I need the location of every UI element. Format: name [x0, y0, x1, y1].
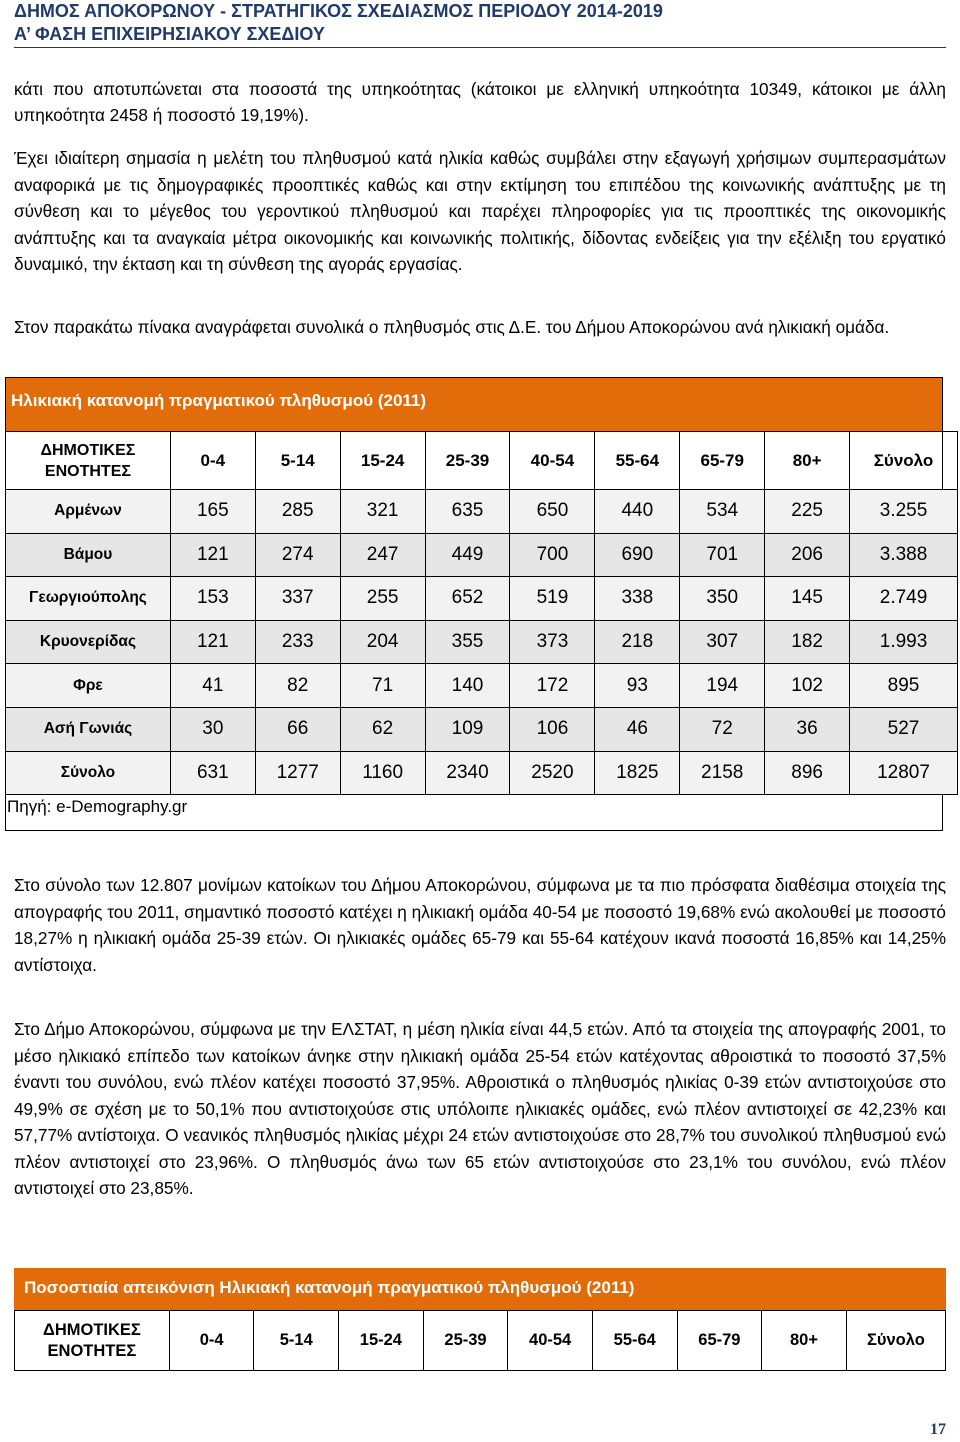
table1-source: Πηγή: e-Demography.gr: [7, 797, 188, 816]
header-title: ΔΗΜΟΣ ΑΠΟΚΟΡΩΝΟΥ - ΣΤΡΑΤΗΓΙΚΟΣ ΣΧΕΔΙΑΣΜΟΣ ΠΕΡΙΟΔΟΥ 2014-2019: [14, 1, 663, 21]
table1-cell: 36: [765, 707, 850, 751]
table1-cell: 896: [765, 751, 850, 795]
document-header: [14, 0, 946, 46]
table-row: [6, 577, 958, 621]
table1-header-label: ΔΗΜΟΤΙΚΕΣ ΕΝΟΤΗΤΕΣ: [6, 432, 171, 490]
table1-cell: 145: [765, 577, 850, 621]
table1-cell: 46: [595, 707, 680, 751]
table1-cell: 3.388: [850, 533, 958, 577]
table-row: [6, 751, 958, 795]
age-distribution-table: [5, 431, 958, 795]
table2-title: Ποσοστιαία απεικόνιση Ηλικιακή κατανομή πραγματικού πληθυσμού (2011): [14, 1268, 946, 1310]
table1-cell: 204: [340, 620, 425, 664]
table1-cell: 1.993: [850, 620, 958, 664]
table1-cell: 355: [425, 620, 510, 664]
header-divider: [14, 47, 946, 48]
table1-cell: 652: [425, 577, 510, 621]
table1-cell: 700: [510, 533, 595, 577]
table1-cell: 285: [255, 490, 340, 534]
table1-cell: 1160: [340, 751, 425, 795]
table1-cell: 102: [765, 664, 850, 708]
table1-col-header: 25-39: [425, 432, 510, 490]
table1-col-header: 40-54: [510, 432, 595, 490]
table1-cell: 121: [170, 533, 255, 577]
table1-cell: 247: [340, 533, 425, 577]
table2-col-header: 55-64: [592, 1311, 677, 1371]
table1-cell: 41: [170, 664, 255, 708]
page-number: 17: [930, 1421, 946, 1438]
table1-cell: 233: [255, 620, 340, 664]
table1-cell: 225: [765, 490, 850, 534]
table1-row-label: Βάμου: [6, 533, 171, 577]
table1-cell: 2340: [425, 751, 510, 795]
table1-cell: 3.255: [850, 490, 958, 534]
table1-cell: 255: [340, 577, 425, 621]
table2-col-header: Σύνολο: [846, 1311, 945, 1371]
table-row: [6, 664, 958, 708]
table1-cell: 519: [510, 577, 595, 621]
table1-cell: 106: [510, 707, 595, 751]
header-subtitle: Α’ ΦΑΣΗ ΕΠΙΧΕΙΡΗΣΙΑΚΟΥ ΣΧΕΔΙΟΥ: [14, 24, 325, 44]
table1-cell: 172: [510, 664, 595, 708]
table1-cell: 321: [340, 490, 425, 534]
table1-cell: 66: [255, 707, 340, 751]
table-row: [6, 620, 958, 664]
table2-col-header: 65-79: [677, 1311, 762, 1371]
table1-cell: 274: [255, 533, 340, 577]
table-row: [6, 533, 958, 577]
table1-cell: 109: [425, 707, 510, 751]
table2-col-header: 15-24: [339, 1311, 424, 1371]
table1-cell: 440: [595, 490, 680, 534]
table1-cell: 338: [595, 577, 680, 621]
table1-col-header: 80+: [765, 432, 850, 490]
table1-cell: 194: [680, 664, 765, 708]
table2-header-row: [15, 1311, 946, 1371]
table-row: [6, 490, 958, 534]
table1-col-header: 5-14: [255, 432, 340, 490]
paragraph-age-study: Έχει ιδιαίτερη σημασία η μελέτη του πληθυσμού κατά ηλικία καθώς συμβάλει στην εξαγωγή χρήσιμων συμπερασμάτων αναφορικά με τις δημογραφικές προοπτικές καθώς και στην εκτίμηση του επιπέδου της κοινωνικής ανάπτυξης με τη σύνθεση και το μέγεθος του γεροντικού πληθυσμού και παρέχει πληροφορίες για τις προοπτικές της οικονομικής ανάπτυξης και τα αναγκαία μέτρα οικονομικής και κοινωνικής πολιτικής, δίδοντας ενδείξεις για την εξέλιξη του εργατικό δυναμικό, την έκταση και τη σύνθεση της αγοράς εργασίας.: [14, 148, 946, 274]
table1-col-header: Σύνολο: [850, 432, 958, 490]
table1-cell: 1277: [255, 751, 340, 795]
table1-cell: 690: [595, 533, 680, 577]
table2-col-header: 80+: [762, 1311, 847, 1371]
table1-cell: 71: [340, 664, 425, 708]
table1-cell: 337: [255, 577, 340, 621]
table1-cell: 534: [680, 490, 765, 534]
table1-cell: 206: [765, 533, 850, 577]
table1-cell: 165: [170, 490, 255, 534]
table1-cell: 2158: [680, 751, 765, 795]
paragraph-median-age: Στο Δήμο Αποκορώνου, σύμφωνα με την ΕΛΣΤΑΤ, η μέση ηλικία είναι 44,5 ετών. Από τα στοιχεία της απογραφής 2001, το μέσο ηλικιακό επίπεδο των κατοίκων άνηκε στην ηλικιακή ομάδα 25-54 ετών κατέχοντας αθροιστικά το ποσοστό 37,5% έναντι του συνόλου, ενώ πλέον κατέχει ποσοστό 37,95%. Αθροιστικά ο πληθυσμός ηλικίας 0-39 ετών αντιστοιχούσε στο 49,9% σε σχέση με το 50,1% που αντιστοιχούσε στις υπόλοιπε ηλικιακές ομάδες, ενώ πλέον αντιστοιχεί σε 42,23% και 57,77% αντίστοιχα. Ο νεανικός πληθυσμός ηλικίας μέχρι 24 ετών αντιστοιχούσε στο 28,7% του συνολικού πληθυσμού ενώ πλέον αντιστοιχεί στο 23,96%. Ο πληθυσμός άνω των 65 ετών αντιστοιχούσε στο 23,1% του συνόλου, ενώ πλέον αντιστοιχεί στο 23,85%.: [14, 1019, 946, 1198]
table1-col-header: 65-79: [680, 432, 765, 490]
table1-cell: 527: [850, 707, 958, 751]
table1-cell: 30: [170, 707, 255, 751]
table1-col-header: 55-64: [595, 432, 680, 490]
table1-cell: 2.749: [850, 577, 958, 621]
table1-cell: 93: [595, 664, 680, 708]
table1-title: Ηλικιακή κατανομή πραγματικού πληθυσμού (2011): [5, 377, 943, 431]
table1-cell: 121: [170, 620, 255, 664]
table1-cell: 635: [425, 490, 510, 534]
table1-cell: 350: [680, 577, 765, 621]
table-row: [6, 707, 958, 751]
table1-cell: 140: [425, 664, 510, 708]
table1-row-label: Γεωργιούπολης: [6, 577, 171, 621]
table1-cell: 2520: [510, 751, 595, 795]
paragraph-age-summary: Στο σύνολο των 12.807 μονίμων κατοίκων του Δήμου Αποκορώνου, σύμφωνα με τα πιο πρόσφατα διαθέσιμα στοιχεία της απογραφής του 2011, σημαντικό ποσοστό κατέχει η ηλικιακή ομάδα 40-54 με ποσοστό 19,68% ενώ ακολουθεί με ποσοστό 18,27% η ηλικιακή ομάδα 25-39 ετών. Οι ηλικιακές ομάδες 65-79 και 55-64 κατέχουν ικανά ποσοστά 16,85% και 14,25% αντίστοιχα.: [14, 875, 946, 975]
age-percentage-table: [14, 1310, 946, 1371]
table1-cell: 650: [510, 490, 595, 534]
table1-cell: 72: [680, 707, 765, 751]
table1-cell: 82: [255, 664, 340, 708]
table2-header-label: ΔΗΜΟΤΙΚΕΣ ΕΝΟΤΗΤΕΣ: [15, 1311, 170, 1371]
table1-cell: 373: [510, 620, 595, 664]
table1-cell: 153: [170, 577, 255, 621]
table1-cell: 701: [680, 533, 765, 577]
table1-cell: 62: [340, 707, 425, 751]
table1-cell: 218: [595, 620, 680, 664]
table1-col-header: 15-24: [340, 432, 425, 490]
table2-col-header: 0-4: [169, 1311, 254, 1371]
paragraph-nationality: κάτι που αποτυπώνεται στα ποσοστά της υπηκοότητας (κάτοικοι με ελληνική υπηκοότητα 10349, κάτοικοι με άλλη υπηκοότητα 2458 ή ποσοστό 19,19%).: [14, 79, 946, 126]
table1-cell: 895: [850, 664, 958, 708]
paragraph-table-intro: Στον παρακάτω πίνακα αναγράφεται συνολικά ο πληθυσμός στις Δ.Ε. του Δήμου Αποκορώνου ανά ηλικιακή ομάδα.: [14, 317, 890, 337]
table2-col-header: 25-39: [423, 1311, 508, 1371]
table1-col-header: 0-4: [170, 432, 255, 490]
table1-row-label: Ασή Γωνιάς: [6, 707, 171, 751]
table1-cell: 449: [425, 533, 510, 577]
table1-row-label: Σύνολο: [6, 751, 171, 795]
table1-cell: 12807: [850, 751, 958, 795]
table1-cell: 307: [680, 620, 765, 664]
table1-cell: 182: [765, 620, 850, 664]
table2-col-header: 5-14: [254, 1311, 339, 1371]
table2-col-header: 40-54: [508, 1311, 593, 1371]
table1-row-label: Φρε: [6, 664, 171, 708]
table1-cell: 631: [170, 751, 255, 795]
table1-cell: 1825: [595, 751, 680, 795]
table1-header-row: [6, 432, 958, 490]
table1-row-label: Αρμένων: [6, 490, 171, 534]
table1-row-label: Κρυονερίδας: [6, 620, 171, 664]
